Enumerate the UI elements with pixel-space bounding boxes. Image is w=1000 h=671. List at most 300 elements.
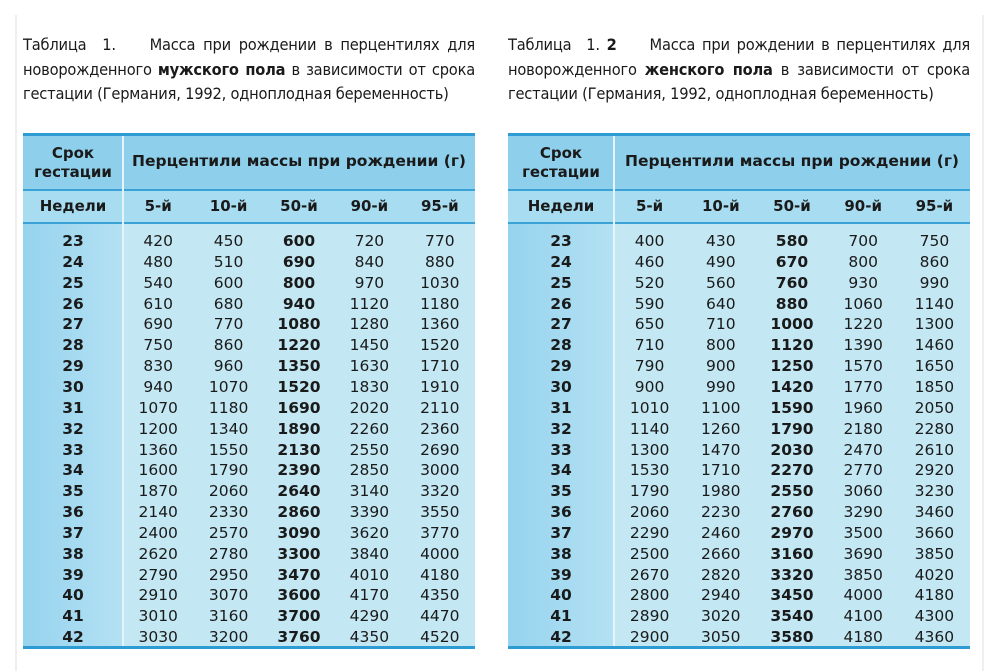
value-cell-p10: 2950 bbox=[208, 565, 249, 584]
percentile-header-1: 5-й bbox=[636, 197, 664, 215]
value-cell-p90: 840 bbox=[354, 252, 385, 271]
value-cell-p90: 1220 bbox=[843, 315, 883, 334]
value-cell-p50: 1220 bbox=[277, 336, 321, 355]
value-cell-p50: 1000 bbox=[770, 315, 814, 334]
value-cell-p5: 1140 bbox=[629, 419, 670, 438]
value-cell-p10: 600 bbox=[213, 273, 244, 292]
week-cell: 26 bbox=[550, 294, 572, 313]
value-cell-p10: 560 bbox=[705, 273, 736, 292]
week-cell: 32 bbox=[62, 419, 84, 438]
value-cell-p95: 1030 bbox=[420, 273, 460, 292]
table-row bbox=[508, 544, 970, 565]
value-cell-p95: 3550 bbox=[420, 503, 460, 522]
value-cell-p50: 2760 bbox=[770, 503, 814, 522]
week-cell: 27 bbox=[550, 315, 572, 334]
week-cell: 29 bbox=[62, 357, 84, 376]
value-cell-p5: 420 bbox=[143, 232, 173, 250]
table-row bbox=[23, 481, 475, 502]
value-cell-p95: 860 bbox=[919, 252, 950, 271]
value-cell-p10: 1260 bbox=[701, 419, 741, 438]
value-cell-p95: 2360 bbox=[420, 419, 460, 438]
value-cell-p95: 2110 bbox=[420, 398, 460, 417]
value-cell-p10: 1340 bbox=[208, 419, 249, 438]
value-cell-p90: 3690 bbox=[843, 544, 883, 563]
value-cell-p5: 610 bbox=[143, 294, 173, 313]
table-row bbox=[23, 544, 475, 565]
value-cell-p90: 3850 bbox=[843, 565, 883, 584]
value-cell-p50: 2970 bbox=[770, 523, 814, 542]
value-cell-p90: 1630 bbox=[349, 357, 390, 376]
value-cell-p5: 1790 bbox=[629, 482, 670, 501]
value-cell-p95: 3770 bbox=[420, 523, 460, 542]
caption-label: Таблица bbox=[23, 35, 87, 54]
table-row bbox=[508, 294, 970, 315]
value-cell-p5: 1530 bbox=[629, 461, 670, 480]
value-cell-p5: 940 bbox=[143, 377, 173, 396]
week-cell: 25 bbox=[550, 273, 572, 292]
value-cell-p95: 4350 bbox=[420, 586, 460, 605]
value-cell-p95: 4020 bbox=[914, 565, 955, 584]
value-cell-p95: 3230 bbox=[914, 482, 955, 501]
table-row bbox=[23, 335, 475, 356]
value-cell-p95: 4300 bbox=[914, 607, 955, 626]
week-cell: 37 bbox=[550, 523, 572, 542]
week-cell: 31 bbox=[62, 398, 84, 417]
week-cell: 40 bbox=[62, 586, 84, 605]
value-cell-p50: 2550 bbox=[770, 482, 814, 501]
table-row bbox=[508, 460, 970, 481]
table-row bbox=[23, 585, 475, 606]
value-cell-p5: 2290 bbox=[629, 523, 670, 542]
week-cell: 36 bbox=[550, 503, 572, 522]
value-cell-p95: 1300 bbox=[914, 315, 955, 334]
value-cell-p5: 2400 bbox=[138, 523, 178, 542]
value-cell-p10: 2570 bbox=[208, 523, 249, 542]
value-cell-p5: 2890 bbox=[629, 607, 670, 626]
value-cell-p10: 710 bbox=[705, 315, 736, 334]
table-row bbox=[23, 523, 475, 544]
caption-text-before: Масса при рождении в перцентилях для новорожденного bbox=[508, 35, 971, 79]
percentiles-header: Перцентили массы при рождении (г) bbox=[624, 152, 959, 170]
value-cell-p95: 770 bbox=[424, 232, 455, 250]
caption-bold-text: мужского пола bbox=[157, 59, 286, 79]
value-cell-p90: 3840 bbox=[349, 544, 390, 563]
value-cell-p50: 3540 bbox=[770, 607, 814, 626]
weeks-header: Недели bbox=[39, 197, 107, 215]
table-row bbox=[508, 481, 970, 502]
value-cell-p5: 650 bbox=[634, 315, 665, 334]
value-cell-p95: 990 bbox=[919, 273, 950, 292]
birth-weight-table bbox=[23, 133, 475, 649]
percentile-header-4: 90-й bbox=[350, 197, 389, 215]
value-cell-p5: 2910 bbox=[138, 586, 178, 605]
value-cell-p10: 2330 bbox=[208, 503, 249, 522]
value-cell-p5: 1600 bbox=[138, 461, 178, 480]
value-cell-p10: 2230 bbox=[701, 503, 741, 522]
value-cell-p5: 1870 bbox=[138, 482, 178, 501]
week-cell: 42 bbox=[550, 628, 572, 647]
value-cell-p90: 2770 bbox=[843, 461, 883, 480]
value-cell-p90: 3620 bbox=[349, 523, 390, 542]
caption-text-before: Масса при рождении в перцентилях для новорожденного bbox=[23, 35, 476, 79]
value-cell-p90: 3290 bbox=[843, 503, 883, 522]
value-cell-p90: 4290 bbox=[349, 607, 390, 626]
week-cell: 35 bbox=[62, 482, 84, 501]
value-cell-p50: 880 bbox=[775, 294, 809, 313]
value-cell-p10: 1550 bbox=[208, 440, 249, 459]
value-cell-p90: 2260 bbox=[349, 419, 390, 438]
table-row bbox=[23, 419, 475, 440]
value-cell-p95: 3320 bbox=[420, 482, 460, 501]
week-cell: 35 bbox=[550, 482, 572, 501]
table-row bbox=[508, 419, 970, 440]
value-cell-p90: 4350 bbox=[349, 628, 390, 647]
table-row bbox=[508, 440, 970, 461]
value-cell-p50: 2640 bbox=[277, 482, 321, 501]
value-cell-p5: 520 bbox=[634, 273, 665, 292]
caption-text-after: в зависимости от срока гестации (Германия, 1992, одноплодная беременность) bbox=[23, 59, 475, 103]
value-cell-p90: 3500 bbox=[843, 523, 883, 542]
value-cell-p50: 670 bbox=[775, 252, 809, 271]
table-row bbox=[508, 356, 970, 377]
value-cell-p10: 2820 bbox=[701, 565, 741, 584]
value-cell-p5: 2900 bbox=[629, 628, 670, 647]
table-row bbox=[23, 565, 475, 586]
week-cell: 33 bbox=[550, 440, 572, 459]
value-cell-p10: 1470 bbox=[701, 440, 741, 459]
value-cell-p10: 2940 bbox=[701, 586, 741, 605]
week-cell: 41 bbox=[62, 607, 84, 626]
table-caption bbox=[23, 33, 475, 107]
value-cell-p10: 640 bbox=[705, 294, 736, 313]
value-cell-p10: 1100 bbox=[701, 398, 741, 417]
page-edge bbox=[982, 15, 984, 671]
table-row bbox=[508, 273, 970, 294]
weeks-header: Недели bbox=[527, 197, 595, 215]
value-cell-p5: 710 bbox=[634, 336, 665, 355]
table-row bbox=[508, 398, 970, 419]
value-cell-p95: 1850 bbox=[914, 377, 955, 396]
value-cell-p50: 3090 bbox=[277, 523, 321, 542]
week-cell: 30 bbox=[62, 377, 84, 396]
value-cell-p10: 1980 bbox=[701, 482, 741, 501]
week-cell: 33 bbox=[62, 440, 84, 459]
value-cell-p5: 540 bbox=[143, 273, 173, 292]
value-cell-p10: 510 bbox=[213, 252, 244, 271]
value-cell-p50: 1890 bbox=[277, 419, 321, 438]
value-cell-p10: 2460 bbox=[701, 523, 741, 542]
value-cell-p90: 1960 bbox=[843, 398, 883, 417]
value-cell-p50: 1350 bbox=[277, 357, 321, 376]
gestation-header: Срок гестации bbox=[34, 144, 112, 181]
table-row bbox=[23, 294, 475, 315]
value-cell-p5: 2060 bbox=[629, 503, 670, 522]
value-cell-p50: 3600 bbox=[277, 586, 321, 605]
value-cell-p50: 580 bbox=[775, 232, 809, 250]
value-cell-p5: 790 bbox=[634, 357, 665, 376]
value-cell-p50: 3580 bbox=[770, 628, 814, 647]
value-cell-p95: 1140 bbox=[914, 294, 955, 313]
week-cell: 25 bbox=[62, 273, 84, 292]
value-cell-p90: 2020 bbox=[349, 398, 390, 417]
value-cell-p5: 1200 bbox=[138, 419, 178, 438]
value-cell-p90: 970 bbox=[354, 273, 385, 292]
week-cell: 29 bbox=[550, 357, 572, 376]
caption-number-bold: 2 bbox=[606, 35, 617, 54]
value-cell-p90: 1770 bbox=[843, 377, 883, 396]
week-cell: 30 bbox=[550, 377, 572, 396]
week-cell: 27 bbox=[62, 315, 84, 334]
value-cell-p90: 3390 bbox=[349, 503, 390, 522]
value-cell-p50: 1690 bbox=[277, 398, 321, 417]
value-cell-p10: 3050 bbox=[701, 628, 741, 647]
value-cell-p95: 4470 bbox=[420, 607, 460, 626]
value-cell-p90: 1390 bbox=[843, 336, 883, 355]
value-cell-p90: 1120 bbox=[349, 294, 390, 313]
value-cell-p50: 760 bbox=[775, 273, 809, 292]
percentile-header-1: 5-й bbox=[144, 197, 172, 215]
value-cell-p95: 3850 bbox=[914, 544, 955, 563]
table-row bbox=[23, 377, 475, 398]
value-cell-p10: 800 bbox=[705, 336, 736, 355]
value-cell-p90: 4100 bbox=[843, 607, 883, 626]
percentile-header-3: 50-й bbox=[280, 197, 318, 215]
value-cell-p10: 430 bbox=[705, 232, 736, 250]
value-cell-p5: 690 bbox=[143, 315, 173, 334]
value-cell-p5: 3010 bbox=[138, 607, 178, 626]
table-caption bbox=[508, 33, 970, 107]
value-cell-p95: 4000 bbox=[420, 544, 460, 563]
gestation-header: Срок гестации bbox=[522, 144, 600, 181]
value-cell-p95: 1180 bbox=[420, 294, 460, 313]
value-cell-p95: 880 bbox=[424, 252, 455, 271]
value-cell-p95: 4180 bbox=[420, 565, 460, 584]
value-cell-p50: 3470 bbox=[277, 565, 321, 584]
caption-text-after: в зависимости от срока гестации (Германия, 1992, одноплодная беременность) bbox=[508, 59, 970, 103]
percentile-header-5: 95-й bbox=[420, 197, 459, 215]
percentile-header-2: 10-й bbox=[701, 197, 740, 215]
table-row bbox=[23, 460, 475, 481]
week-cell: 32 bbox=[550, 419, 572, 438]
value-cell-p5: 830 bbox=[143, 357, 173, 376]
week-cell: 39 bbox=[62, 565, 84, 584]
value-cell-p50: 2270 bbox=[770, 461, 814, 480]
value-cell-p10: 2660 bbox=[701, 544, 741, 563]
value-cell-p95: 2050 bbox=[914, 398, 955, 417]
value-cell-p95: 3660 bbox=[914, 523, 955, 542]
week-cell: 23 bbox=[550, 232, 572, 250]
table-row bbox=[508, 585, 970, 606]
value-cell-p50: 1250 bbox=[770, 357, 814, 376]
value-cell-p95: 750 bbox=[919, 232, 950, 250]
percentile-header-4: 90-й bbox=[844, 197, 882, 215]
table-row bbox=[23, 356, 475, 377]
value-cell-p5: 2800 bbox=[629, 586, 670, 605]
value-cell-p5: 460 bbox=[634, 252, 665, 271]
value-cell-p90: 2850 bbox=[349, 461, 390, 480]
caption-number bbox=[586, 35, 616, 54]
value-cell-p10: 680 bbox=[213, 294, 244, 313]
value-cell-p90: 1450 bbox=[349, 336, 390, 355]
value-cell-p5: 1300 bbox=[629, 440, 670, 459]
value-cell-p10: 990 bbox=[705, 377, 736, 396]
value-cell-p10: 2780 bbox=[208, 544, 249, 563]
value-cell-p90: 930 bbox=[848, 273, 878, 292]
value-cell-p10: 1710 bbox=[701, 461, 741, 480]
week-cell: 26 bbox=[62, 294, 84, 313]
value-cell-p90: 2550 bbox=[349, 440, 390, 459]
week-cell: 28 bbox=[62, 336, 84, 355]
table-row bbox=[508, 523, 970, 544]
value-cell-p50: 3300 bbox=[277, 544, 321, 563]
value-cell-p50: 2030 bbox=[770, 440, 814, 459]
value-cell-p10: 860 bbox=[213, 336, 244, 355]
table-row bbox=[508, 252, 970, 273]
percentile-header-3: 50-й bbox=[773, 197, 811, 215]
value-cell-p50: 3160 bbox=[770, 544, 814, 563]
table-row bbox=[23, 273, 475, 294]
value-cell-p90: 1570 bbox=[843, 357, 883, 376]
value-cell-p50: 690 bbox=[282, 252, 316, 271]
page-edge bbox=[15, 15, 17, 671]
value-cell-p50: 3760 bbox=[277, 628, 321, 647]
week-cell: 39 bbox=[550, 565, 572, 584]
week-cell: 38 bbox=[550, 544, 572, 563]
value-cell-p5: 480 bbox=[143, 252, 173, 271]
value-cell-p95: 1710 bbox=[420, 357, 460, 376]
value-cell-p5: 900 bbox=[634, 377, 665, 396]
value-cell-p90: 2470 bbox=[843, 440, 883, 459]
week-cell: 24 bbox=[62, 252, 84, 271]
table-row bbox=[508, 502, 970, 523]
caption-number-main: 1. bbox=[102, 35, 116, 54]
week-cell: 34 bbox=[550, 461, 572, 480]
value-cell-p5: 2790 bbox=[138, 565, 178, 584]
value-cell-p10: 3070 bbox=[208, 586, 249, 605]
value-cell-p50: 3700 bbox=[277, 607, 321, 626]
value-cell-p10: 960 bbox=[213, 357, 244, 376]
value-cell-p90: 4170 bbox=[349, 586, 390, 605]
value-cell-p50: 1520 bbox=[277, 377, 321, 396]
value-cell-p50: 2860 bbox=[277, 503, 321, 522]
value-cell-p5: 1010 bbox=[629, 398, 670, 417]
table-row bbox=[23, 231, 475, 252]
table-row bbox=[23, 502, 475, 523]
value-cell-p50: 800 bbox=[282, 273, 316, 292]
value-cell-p5: 2500 bbox=[629, 544, 670, 563]
value-cell-p95: 4180 bbox=[914, 586, 955, 605]
caption-label: Таблица bbox=[508, 35, 572, 54]
week-cell: 23 bbox=[62, 232, 84, 250]
table-row bbox=[23, 627, 475, 648]
value-cell-p5: 750 bbox=[143, 336, 173, 355]
value-cell-p90: 3060 bbox=[843, 482, 883, 501]
value-cell-p5: 2670 bbox=[629, 565, 670, 584]
value-cell-p5: 3030 bbox=[138, 628, 178, 647]
value-cell-p10: 770 bbox=[213, 315, 244, 334]
value-cell-p5: 590 bbox=[634, 294, 665, 313]
value-cell-p95: 2690 bbox=[420, 440, 460, 459]
value-cell-p95: 2610 bbox=[914, 440, 955, 459]
table-row bbox=[508, 231, 970, 252]
value-cell-p10: 1070 bbox=[208, 377, 249, 396]
value-cell-p5: 2620 bbox=[138, 544, 178, 563]
value-cell-p90: 1830 bbox=[349, 377, 390, 396]
caption-number-main: 1. bbox=[586, 35, 600, 54]
value-cell-p50: 1420 bbox=[770, 377, 814, 396]
week-cell: 41 bbox=[550, 607, 572, 626]
value-cell-p95: 2920 bbox=[914, 461, 955, 480]
caption-number bbox=[102, 35, 116, 54]
value-cell-p10: 1180 bbox=[208, 398, 249, 417]
table-row bbox=[508, 377, 970, 398]
value-cell-p50: 1120 bbox=[770, 336, 814, 355]
value-cell-p10: 3200 bbox=[208, 628, 249, 647]
value-cell-p10: 1790 bbox=[208, 461, 249, 480]
birth-weight-table bbox=[508, 133, 970, 649]
table-row bbox=[23, 398, 475, 419]
percentile-header-2: 10-й bbox=[209, 197, 248, 215]
value-cell-p90: 2180 bbox=[843, 419, 883, 438]
value-cell-p90: 4010 bbox=[349, 565, 390, 584]
value-cell-p50: 1590 bbox=[770, 398, 814, 417]
value-cell-p90: 3140 bbox=[349, 482, 390, 501]
value-cell-p95: 3460 bbox=[914, 503, 955, 522]
value-cell-p50: 1080 bbox=[277, 315, 321, 334]
caption-bold-text: женского пола bbox=[644, 59, 773, 79]
value-cell-p10: 3020 bbox=[701, 607, 741, 626]
week-cell: 42 bbox=[62, 628, 84, 647]
value-cell-p90: 720 bbox=[354, 232, 385, 250]
table-row bbox=[23, 314, 475, 335]
value-cell-p95: 1360 bbox=[420, 315, 460, 334]
table-row bbox=[508, 335, 970, 356]
value-cell-p95: 3000 bbox=[420, 461, 460, 480]
value-cell-p5: 1360 bbox=[138, 440, 178, 459]
week-cell: 28 bbox=[550, 336, 572, 355]
value-cell-p95: 2280 bbox=[914, 419, 955, 438]
table-row bbox=[508, 565, 970, 586]
table-row bbox=[23, 606, 475, 627]
table-row bbox=[23, 440, 475, 461]
value-cell-p50: 2130 bbox=[277, 440, 321, 459]
value-cell-p10: 3160 bbox=[208, 607, 249, 626]
value-cell-p95: 1520 bbox=[420, 336, 460, 355]
value-cell-p95: 1910 bbox=[420, 377, 460, 396]
value-cell-p50: 3320 bbox=[770, 565, 814, 584]
table-row bbox=[508, 314, 970, 335]
table-row bbox=[23, 252, 475, 273]
table-row bbox=[508, 627, 970, 648]
value-cell-p95: 4520 bbox=[420, 628, 460, 647]
value-cell-p50: 600 bbox=[282, 232, 316, 250]
value-cell-p5: 1070 bbox=[138, 398, 178, 417]
value-cell-p10: 900 bbox=[705, 357, 736, 376]
value-cell-p5: 2140 bbox=[138, 503, 178, 522]
percentiles-header: Перцентили массы при рождении (г) bbox=[131, 152, 466, 170]
value-cell-p90: 700 bbox=[848, 232, 878, 250]
value-cell-p50: 3450 bbox=[770, 586, 814, 605]
week-cell: 36 bbox=[62, 503, 84, 522]
week-cell: 31 bbox=[550, 398, 572, 417]
week-cell: 24 bbox=[550, 252, 572, 271]
value-cell-p10: 450 bbox=[213, 232, 244, 250]
value-cell-p5: 400 bbox=[634, 232, 665, 250]
week-cell: 40 bbox=[550, 586, 572, 605]
value-cell-p95: 4360 bbox=[914, 628, 955, 647]
value-cell-p10: 490 bbox=[705, 252, 736, 271]
value-cell-p50: 2390 bbox=[277, 461, 321, 480]
